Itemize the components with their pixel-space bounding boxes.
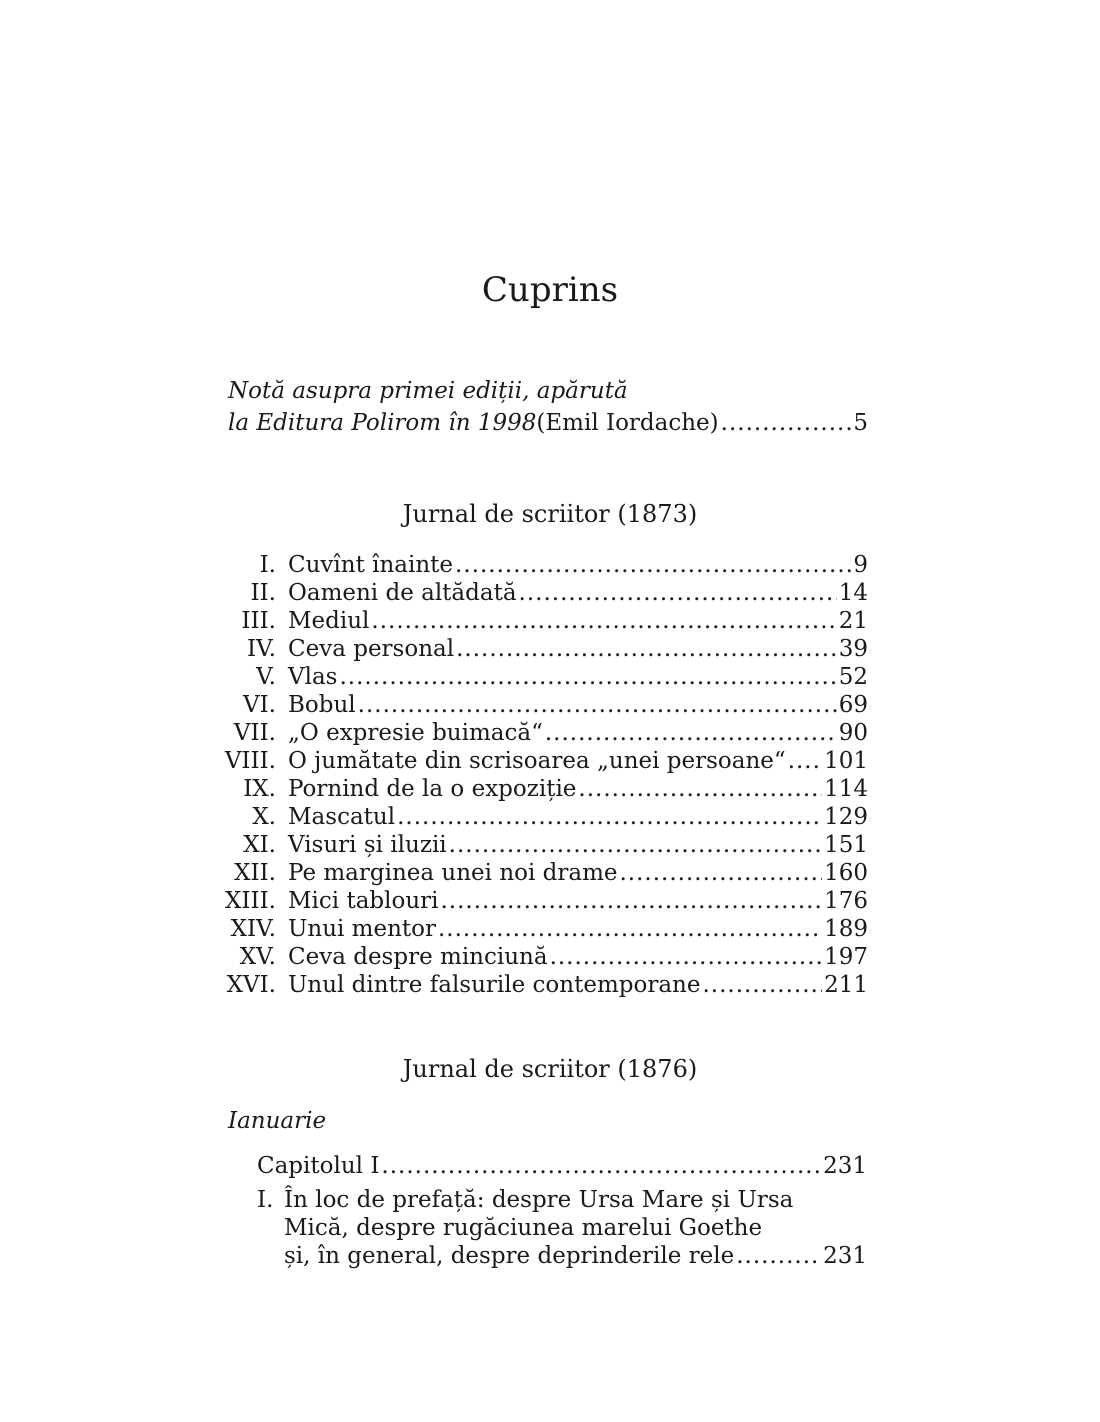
dot-leader [339,663,836,691]
toc-entry-title: Cuvînt înainte [288,552,454,578]
toc-entry-number: XI. [243,832,276,858]
dot-leader [702,971,822,999]
toc-entry-number: II. [250,580,276,606]
toc-entry-page-number: 14 [838,580,868,606]
dot-leader [441,887,823,915]
toc-entry-page-number: 176 [824,888,868,914]
toc-entry-title: Pe marginea unei noi drame [288,860,618,886]
section-heading-1876: Jurnal de scriitor (1876) [402,1055,698,1083]
toc-list-1873 [220,551,868,999]
toc-entry-number: XIV. [230,916,276,942]
note-page-number: 5 [853,410,868,436]
toc-entry-title: Pornind de la o expoziție [288,776,577,802]
month-label: Ianuarie [228,1108,327,1134]
section-heading-1873: Jurnal de scriitor (1873) [402,500,698,528]
toc-entry-page-number: 129 [824,804,868,830]
toc-entry-title: Visuri și iluzii [288,832,447,858]
page-title: Cuprins [481,270,619,310]
toc-entry-page-number: 69 [838,692,868,718]
note-line-2: la Editura Polirom în 1998 [228,410,537,436]
toc-entry [220,887,868,915]
dot-leader [519,579,837,607]
chapter-page-number: 231 [823,1153,867,1179]
toc-entry-number: X. [252,804,276,830]
toc-entry-page-number: 114 [824,776,868,802]
dot-leader [456,635,837,663]
toc-entry-title: Oameni de altădată [288,580,517,606]
toc-entry-title: Mascatul [288,804,396,830]
toc-entry-page-number: 160 [824,860,868,886]
subchapter-line-1: În loc de prefață: despre Ursa Mare și Ursa [284,1187,794,1213]
toc-entry-title: Mediul [288,608,370,634]
toc-entry-title: Vlas [288,664,338,690]
toc-entry-page-number: 90 [838,720,868,746]
toc-entry-number: I. [259,552,276,578]
toc-entry-title: Unui mentor [288,916,436,942]
subchapter-line-2: Mică, despre rugăciunea marelui Goethe [284,1215,763,1241]
toc-entry-number: III. [241,608,276,634]
toc-entry-title: O jumătate din scrisoarea „unei persoane“ [288,748,786,774]
subchapter-entry [257,1186,867,1270]
toc-entry [220,859,868,887]
dot-leader [358,691,837,719]
toc-entry-page-number: 189 [824,916,868,942]
dot-leader [736,1242,821,1270]
subchapter-number: I. [257,1187,274,1213]
toc-entry-page-number: 101 [824,748,868,774]
editorial-note-entry [228,375,868,439]
toc-entry [220,915,868,943]
toc-entry [220,803,868,831]
toc-entry [220,943,868,971]
dot-leader [578,775,822,803]
toc-entry-number: IX. [243,776,276,802]
toc-entry-number: VII. [233,720,276,746]
toc-entry [220,719,868,747]
toc-entry-number: VIII. [224,748,276,774]
toc-entry [220,551,868,579]
toc-entry [220,971,868,999]
toc-entry-page-number: 52 [838,664,868,690]
toc-entry-page-number: 151 [824,832,868,858]
dot-leader [449,831,822,859]
dot-leader [397,803,822,831]
toc-entry [220,607,868,635]
dot-leader [371,607,836,635]
toc-entry-title: Mici tablouri [288,888,439,914]
toc-entry-number: VI. [242,692,276,718]
toc-entry-number: XIII. [225,888,276,914]
toc-entry-title: „O expresie buimacă“ [288,720,543,746]
dot-leader [545,719,837,747]
toc-entry [220,635,868,663]
toc-entry-number: XV. [239,944,276,970]
dot-leader [550,943,823,971]
dot-leader [381,1150,821,1182]
dot-leader [788,747,822,775]
note-author: (Emil Iordache) [536,410,719,436]
dot-leader [438,915,822,943]
toc-entry-number: IV. [247,636,276,662]
dot-leader [455,551,851,579]
toc-entry-title: Unul dintre falsurile contemporane [288,972,701,998]
toc-entry-number: XII. [234,860,276,886]
toc-entry-number: XVI. [226,972,276,998]
toc-entry-page-number: 197 [824,944,868,970]
toc-entry-page-number: 9 [853,552,868,578]
dot-leader [620,859,823,887]
toc-entry-title: Ceva despre minciună [288,944,548,970]
toc-entry [220,579,868,607]
toc-entry [220,775,868,803]
toc-entry-title: Bobul [288,692,356,718]
note-line-1: Notă asupra primei ediții, apărută [228,378,628,404]
subchapter-page-number: 231 [823,1243,867,1269]
chapter-entry [257,1150,867,1182]
toc-entry [220,747,868,775]
toc-entry [220,663,868,691]
toc-entry-page-number: 21 [838,608,868,634]
toc-entry [220,691,868,719]
chapter-title: Capitolul I [257,1153,380,1179]
dot-leader [721,407,852,439]
toc-entry-page-number: 211 [824,972,868,998]
toc-entry [220,831,868,859]
toc-entry-title: Ceva personal [288,636,455,662]
toc-entry-number: V. [256,664,276,690]
toc-entry-page-number: 39 [838,636,868,662]
subchapter-line-3: și, în general, despre deprinderile rele [284,1243,735,1269]
